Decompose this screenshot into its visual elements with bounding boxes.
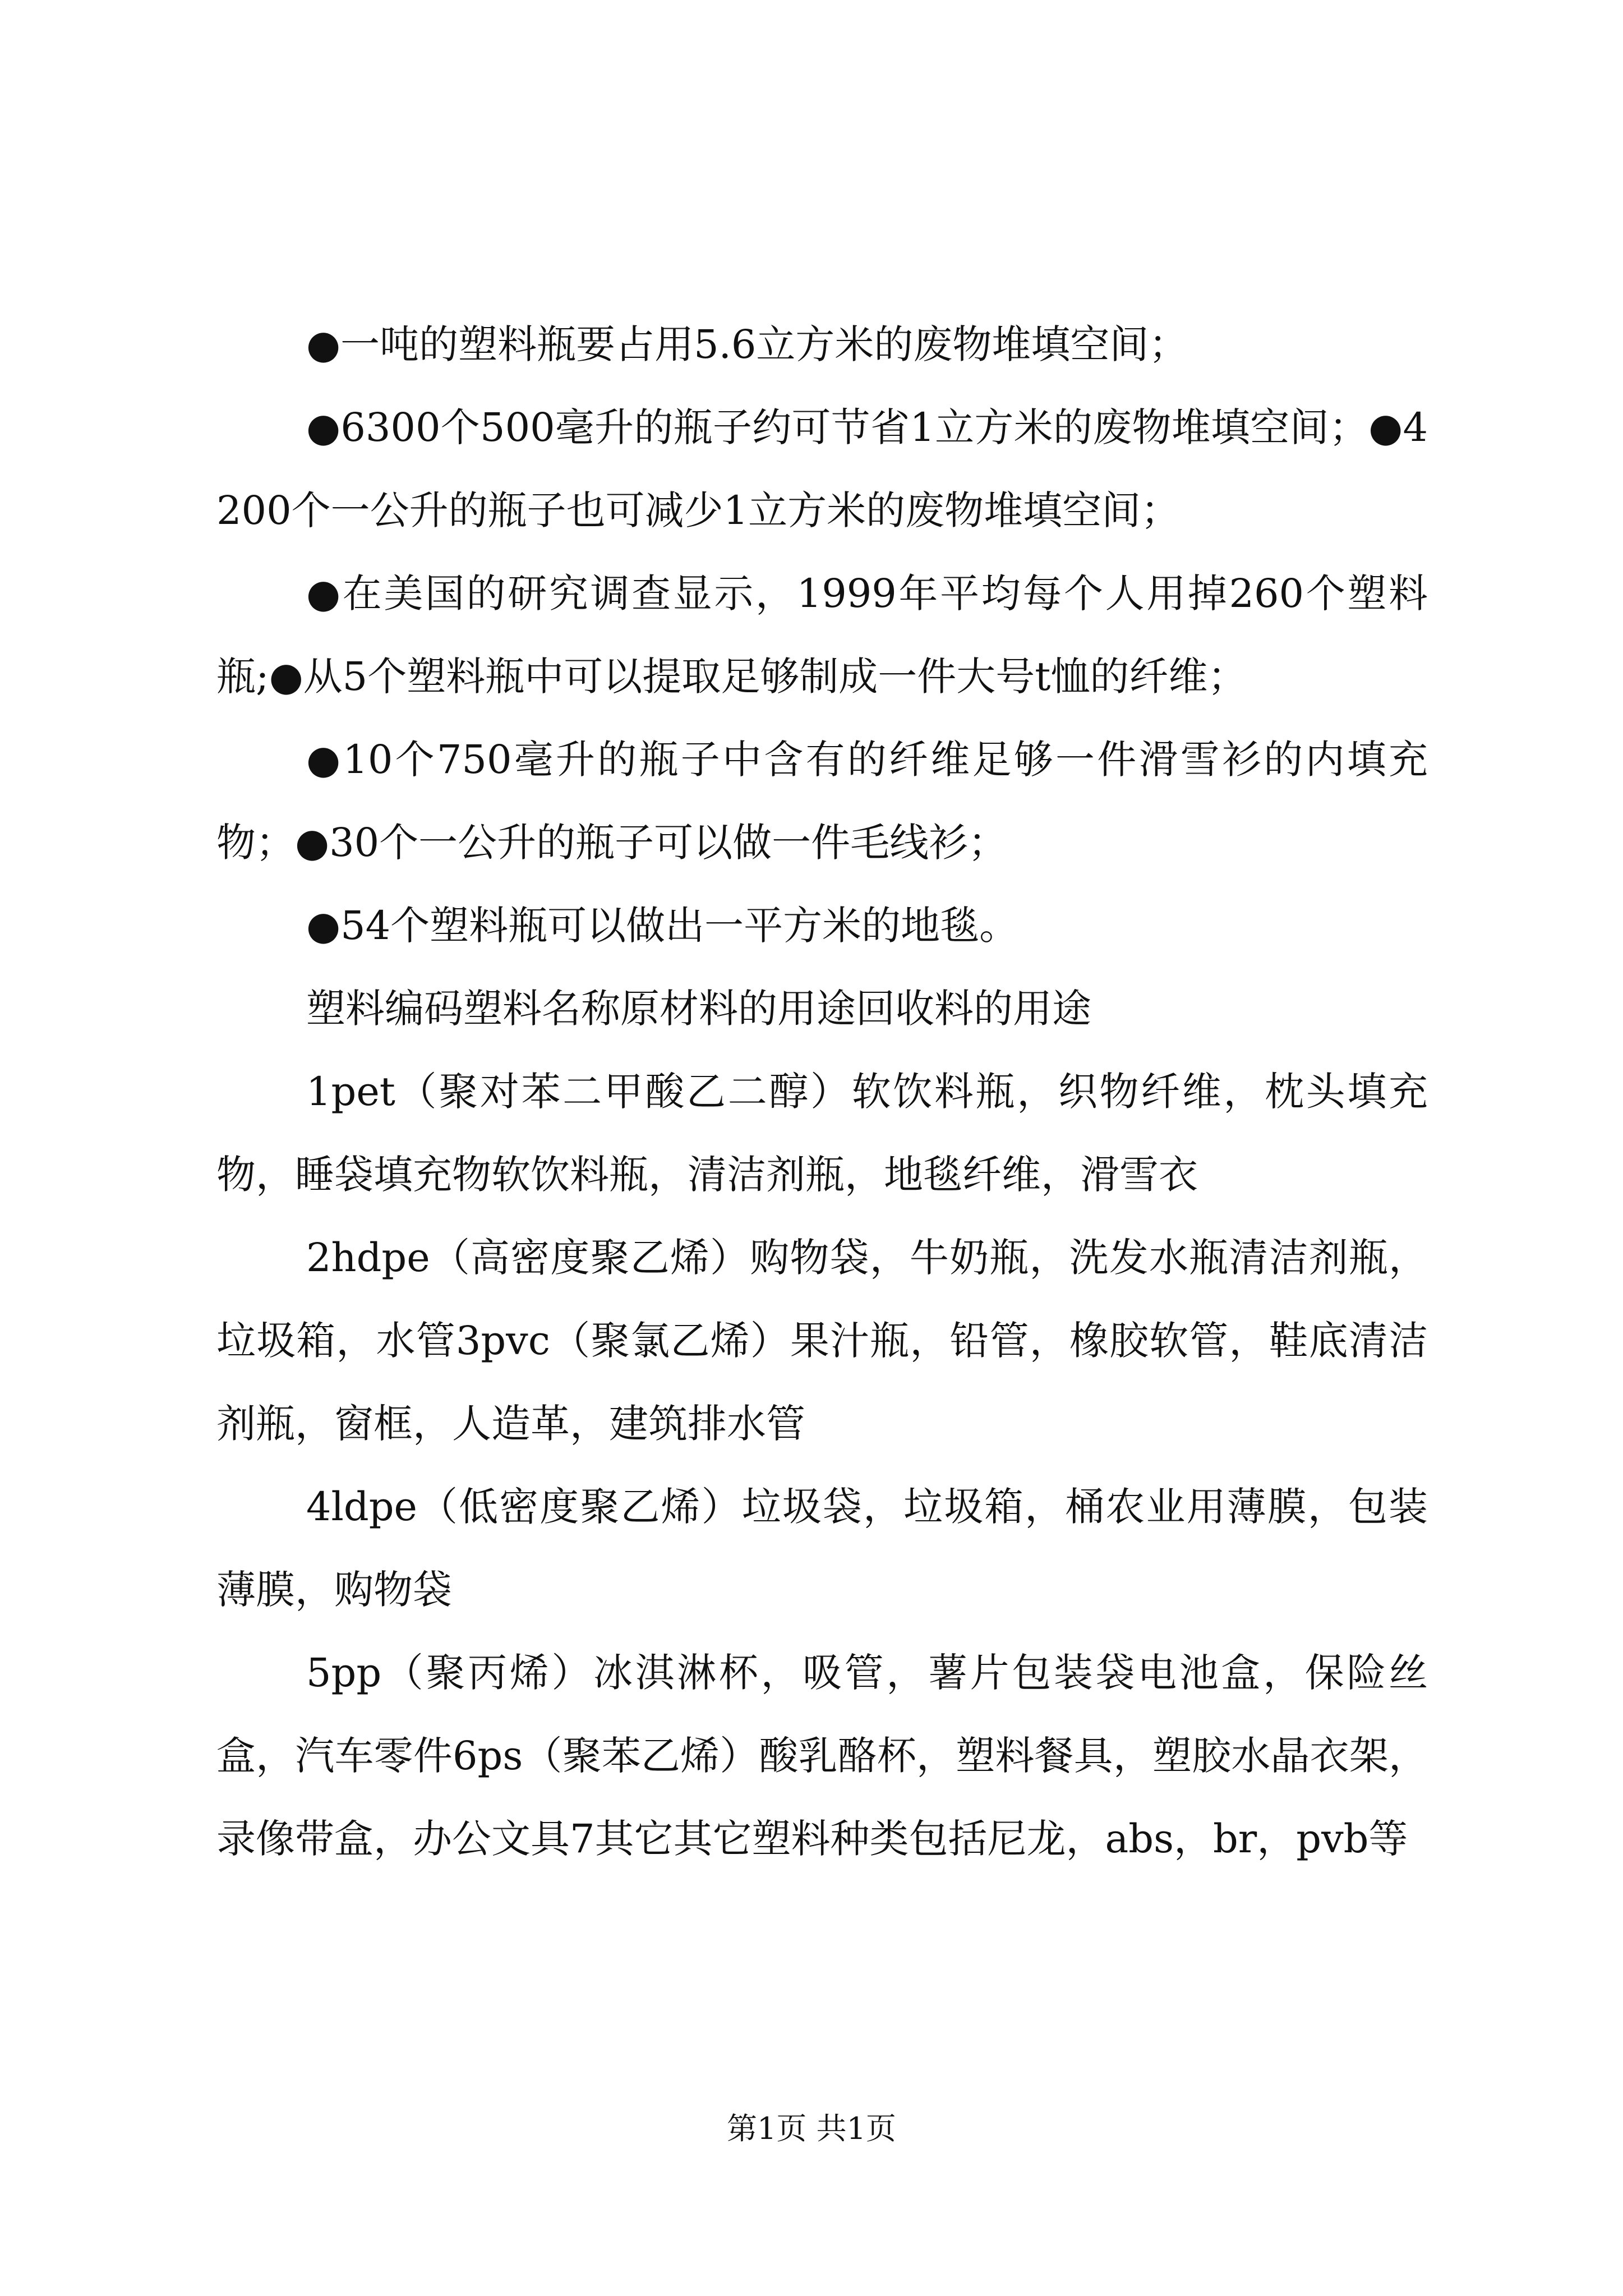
page-footer: 第1页 共1页 bbox=[727, 2111, 896, 2146]
paragraph-landfill-per-ton: ●一吨的塑料瓶要占用5.6立方米的废物堆填空间； bbox=[306, 321, 1188, 367]
paragraph-us-survey: ●在美国的研究调查显示，1999年平均每个人用掉260个塑料瓶;●从5个塑料瓶中可以提取足够制成一件大号t恤的纤维； bbox=[216, 570, 1428, 700]
paragraph-bottles-landfill-savings: ●6300个500毫升的瓶子约可节省1立方米的废物堆填空间；●4200个一公升的瓶子也可减少1立方米的废物堆填空间； bbox=[216, 404, 1428, 533]
paragraph-ldpe: 4ldpe（低密度聚乙烯）垃圾袋，垃圾箱，桶农业用薄膜，包装薄膜，购物袋 bbox=[216, 1484, 1428, 1613]
paragraph-carpet: ●54个塑料瓶可以做出一平方米的地毯。 bbox=[306, 903, 1019, 949]
paragraph-pp-ps-other: 5pp（聚丙烯）冰淇淋杯，吸管，薯片包装袋电池盒，保险丝盒，汽车零件6ps（聚苯乙烯）酸乳酪杯，塑料餐具，塑胶水晶衣架，录像带盒，办公文具7其它其它塑料种类包括尼龙，abs，br，pvb等 bbox=[216, 1650, 1428, 1862]
paragraph-hdpe-pvc: 2hdpe（高密度聚乙烯）购物袋，牛奶瓶，洗发水瓶清洁剂瓶，垃圾箱，水管3pvc（聚氯乙烯）果汁瓶，铅管，橡胶软管，鞋底清洁剂瓶，窗框，人造革，建筑排水管 bbox=[216, 1235, 1428, 1447]
document-body bbox=[216, 303, 1428, 1880]
paragraph-ski-jacket-fiber: ●10个750毫升的瓶子中含有的纤维足够一件滑雪衫的内填充物；●30个一公升的瓶子可以做一件毛线衫； bbox=[216, 737, 1428, 866]
paragraph-table-header: 塑料编码塑料名称原材料的用途回收料的用途 bbox=[306, 986, 1091, 1032]
paragraph-pet: 1pet（聚对苯二甲酸乙二醇）软饮料瓶，织物纤维，枕头填充物，睡袋填充物软饮料瓶，清洁剂瓶，地毯纤维，滑雪衣 bbox=[216, 1069, 1428, 1198]
